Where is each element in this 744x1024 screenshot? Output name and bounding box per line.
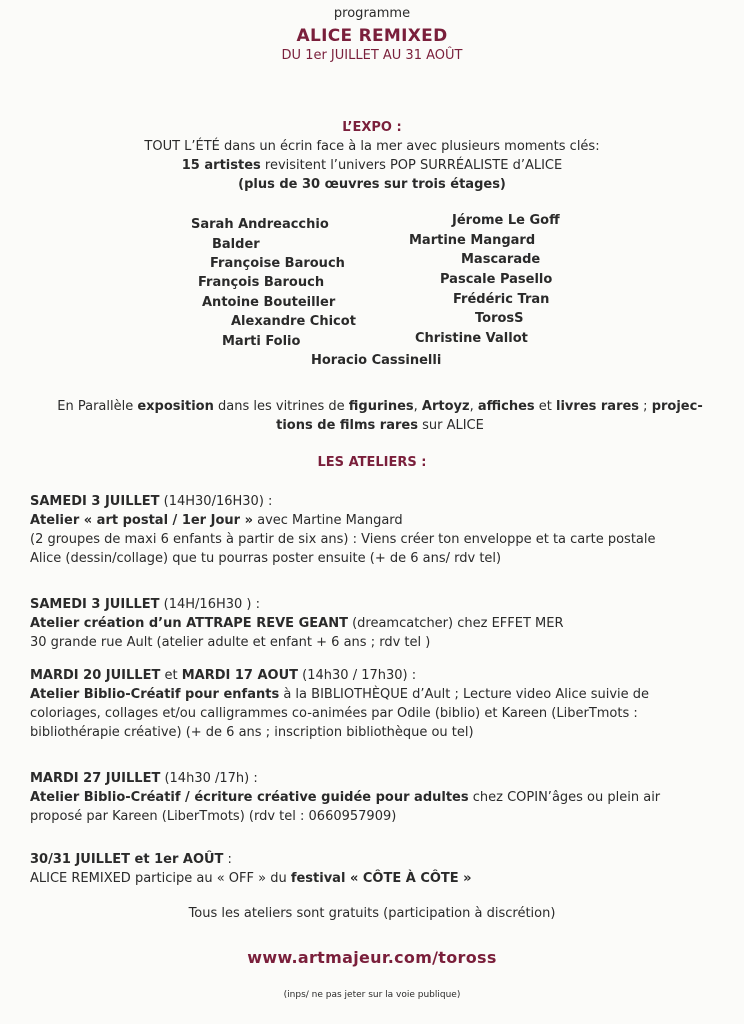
atelier-description: bibliothérapie créative) (+ de 6 ans ; inscription bibliothèque ou tel) xyxy=(30,725,474,740)
atelier-date: SAMEDI 3 JUILLET xyxy=(30,494,160,509)
atelier-time: (14h30 / 17h30) : xyxy=(298,668,417,683)
text: , xyxy=(413,399,422,414)
text: , xyxy=(469,399,478,414)
bold-text: projec- xyxy=(651,399,703,414)
atelier-time: (14H30/16H30) : xyxy=(159,494,273,509)
text: En Parallèle xyxy=(57,399,138,414)
atelier-time: (14H/16H30 ) : xyxy=(159,597,260,612)
artist-name: Martine Mangard xyxy=(409,233,536,248)
artist-name: Mascarade xyxy=(461,252,541,267)
atelier-3 xyxy=(30,666,730,742)
artist-name: TorosS xyxy=(475,311,524,326)
text: ; xyxy=(639,399,652,414)
bold-text: tions de films rares xyxy=(276,418,418,433)
event-dates: DU 1er JUILLET AU 31 AOÛT xyxy=(281,48,463,63)
atelier-date: MARDI 27 JUILLET xyxy=(30,771,161,786)
bold-text: affiches xyxy=(477,399,535,414)
artist-name: Alexandre Chicot xyxy=(231,314,356,329)
atelier-title: Atelier Biblio-Créatif / écriture créative guidée pour adultes xyxy=(30,790,469,805)
atelier-description: 30 grande rue Ault (atelier adulte et enfant + 6 ans ; rdv tel ) xyxy=(30,635,431,650)
artist-name: Balder xyxy=(212,237,260,252)
bold-text: figurines xyxy=(348,399,414,414)
atelier-5 xyxy=(30,850,730,888)
artist-name: Horacio Cassinelli xyxy=(311,353,442,368)
program-label: programme xyxy=(333,6,411,21)
artist-name: Antoine Bouteiller xyxy=(202,295,336,310)
expo-heading: L’EXPO : xyxy=(342,120,402,135)
artist-name: Pascale Pasello xyxy=(440,272,553,287)
text: et xyxy=(534,399,557,414)
atelier-date: 30/31 JUILLET et 1er AOÛT xyxy=(30,852,224,867)
event-title: ALICE REMIXED xyxy=(296,26,448,46)
expo-theme: revisitent l’univers POP SURRÉALISTE d’ALICE xyxy=(260,158,563,173)
artist-name: Marti Folio xyxy=(222,334,301,349)
atelier-description: ALICE REMIXED participe au « OFF » du xyxy=(30,871,291,886)
atelier-4 xyxy=(30,769,730,826)
website-url: www.artmajeur.com/toross xyxy=(247,948,497,967)
atelier-time: : xyxy=(223,852,232,867)
artist-name: Christine Vallot xyxy=(415,331,528,346)
artist-name: Jérome Le Goff xyxy=(452,213,560,228)
atelier-description: coloriages, collages et/ou calligrammes co-animées par Odile (biblio) et Kareen (LiberTmots : xyxy=(30,706,638,721)
ateliers-heading: LES ATELIERS : xyxy=(317,455,427,470)
atelier-host: (dreamcatcher) chez EFFET MER xyxy=(347,616,564,631)
atelier-date: SAMEDI 3 JUILLET xyxy=(30,597,160,612)
artist-count: 15 artistes xyxy=(181,158,261,173)
atelier-1 xyxy=(30,492,730,568)
bold-text: livres rares xyxy=(556,399,640,414)
atelier-description: (2 groupes de maxi 6 enfants à partir de six ans) : Viens créer ton enveloppe et ta carte postale xyxy=(30,532,656,547)
atelier-description: Alice (dessin/collage) que tu pourras poster ensuite (+ de 6 ans/ rdv tel) xyxy=(30,551,502,566)
atelier-date: MARDI 17 AOUT xyxy=(181,668,299,683)
atelier-host: avec Martine Mangard xyxy=(252,513,403,528)
bold-text: exposition xyxy=(137,399,214,414)
artist-name: Sarah Andreacchio xyxy=(191,217,329,232)
text: sur ALICE xyxy=(417,418,484,433)
expo-intro: TOUT L’ÉTÉ dans un écrin face à la mer avec plusieurs moments clés: xyxy=(144,139,600,154)
artist-name: François Barouch xyxy=(198,275,325,290)
footer-notice: (inps/ ne pas jeter sur la voie publique) xyxy=(283,990,461,1000)
expo-works-count: (plus de 30 œuvres sur trois étages) xyxy=(238,177,506,192)
atelier-host: chez COPIN’âges ou plein air xyxy=(468,790,661,805)
atelier-time: (14h30 /17h) : xyxy=(160,771,258,786)
free-ateliers-note: Tous les ateliers sont gratuits (participation à discrétion) xyxy=(188,906,556,921)
atelier-2 xyxy=(30,595,730,652)
expo-artists-line xyxy=(0,158,744,173)
artist-name: Françoise Barouch xyxy=(210,256,345,271)
text: et xyxy=(160,668,182,683)
parallel-exhibition xyxy=(40,397,720,435)
bold-text: Artoyz xyxy=(421,399,470,414)
atelier-title: Atelier « art postal / 1er Jour » xyxy=(30,513,253,528)
text: dans les vitrines de xyxy=(213,399,349,414)
artist-name: Frédéric Tran xyxy=(453,292,550,307)
festival-name: festival « CÔTE À CÔTE » xyxy=(290,871,472,886)
atelier-host: à la BIBLIOTHÈQUE d’Ault ; Lecture video Alice suivie de xyxy=(279,687,650,702)
atelier-date: MARDI 20 JUILLET xyxy=(30,668,161,683)
atelier-title: Atelier Biblio-Créatif pour enfants xyxy=(30,687,280,702)
atelier-description: proposé par Kareen (LiberTmots) (rdv tel : 0660957909) xyxy=(30,809,397,824)
atelier-title: Atelier création d’un ATTRAPE REVE GEANT xyxy=(30,616,348,631)
